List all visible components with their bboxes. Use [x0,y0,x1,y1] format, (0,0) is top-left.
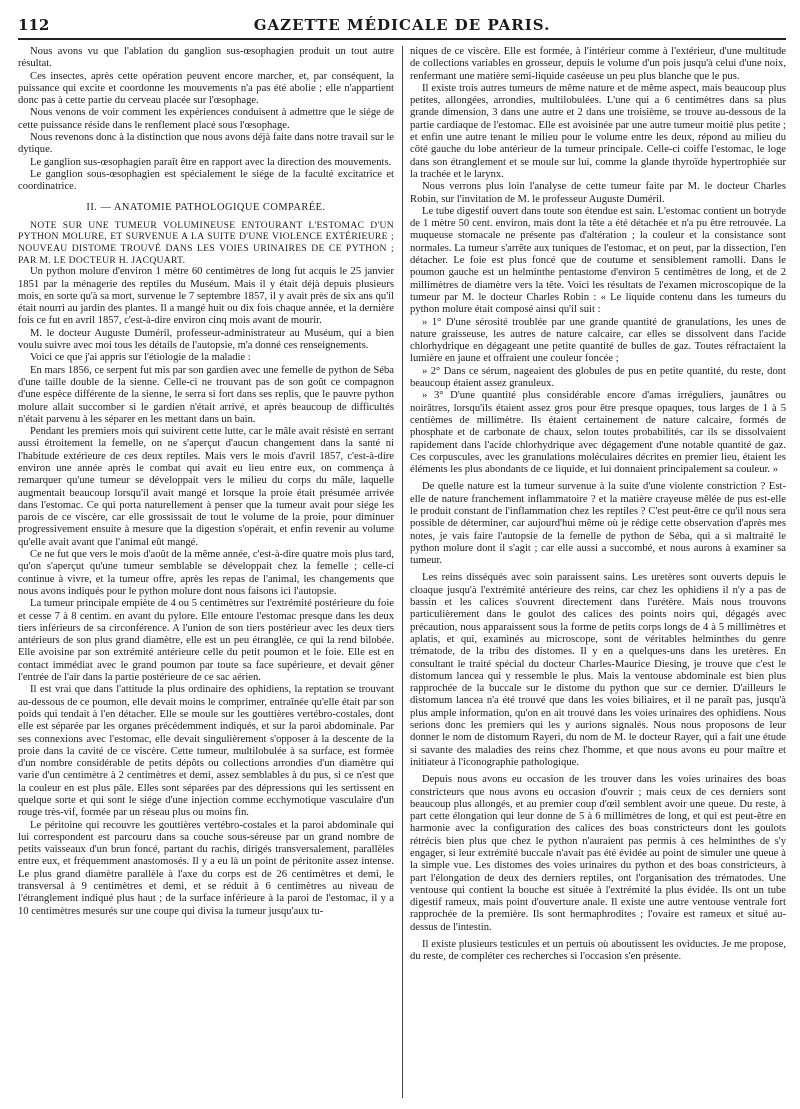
journal-title: GAZETTE MÉDICALE DE PARIS. [253,16,551,34]
body-paragraph: Depuis nous avons eu occasion de les trouver dans les voies urinaires des boas constricteurs que nous avons eu occasion d'ouvrir ; mais ceux de ces derniers sont beaucoup plus allongés, et au premier coup d'œil semblent avoir une queue. Du reste, à part cette élongation qui leur donne de 5 à 6 millimètres de long, et qui est peut-être en harmonie avec la configuration des calices des boas constricteurs dont les goulots rétrécis bien plus que chez le python n'auraient pas permis à ces helminthes de s'y engager, si leur extrémité buccale n'avait pas été évidée au point de simuler une queue à la simple vue. Les distomes des voies urinaires du python et des boas constricteurs, à part l'élongation de deux des derniers reptiles, ont l'organisation des trématodes. Une ventouse qui contient la bouche est située à l'extrémité la plus évidée. Ils ont un tube digestif rameux, mais point d'ouverture anale. Il existe une autre ventouse ventrale fort rapprochée de la première. Ils sont hermaphrodites ; l'ovaire est rameux et situé au-dessus de l'intestin. [410,774,786,933]
body-paragraph: Le tube digestif ouvert dans toute son étendue est sain. L'estomac contient un botryde de 1 mètre 50 cent. environ, mais dont la tête a été détachée et n'a pu être retrouvée. La muqueuse stomacale ne présente pas d'altération ; la couleur et la consistance sont normales. La tumeur s'arrête aux tuniques de l'estomac, et on peut, par la dissection, l'en détacher. Le foie est plus foncé que de coutume et sensiblement ramolli. Dans le poumon gauche est un helminthe pentastome d'environ 5 centimètres de long, et de 2 millimètres de diamètre vers la tête. Voici les résultats de l'examen microscopique de la tumeur par M. le docteur Charles Robin : « Le liquide contenu dans les tumeurs du python molure était composé ainsi qu'il suit : [410,205,786,316]
body-paragraph: Il existe trois autres tumeurs de même nature et de même aspect, mais beaucoup plus petites, allongées, arrondies, multilobulées. L'une qui a 6 centimètres dans sa plus grande dimension, 3 dans une autre et 2 dans une troisième, se trouve au-dessous de la partie cardiaque de l'estomac. Elle est avoisinée par une autre tumeur moitié plus petite ; et enfin une autre tenant le milieu pour le volume entre les deux, répond au milieu du côté gauche du lobe antérieur de la tumeur principale. Celle-ci coiffe l'estomac, le loge dans son étranglement et se moule sur lui, comme la glande thyroïde hypertrophiée sur la trachée et le larynx. [410,82,786,180]
body-paragraph: Un python molure d'environ 1 mètre 60 centimètres de long fut acquis le 25 janvier 1851 par la ménagerie des reptiles du Muséum. Mais il y était déjà depuis plusieurs mois, en sorte qu'à sa mort, survenue le 7 septembre 1857, il y avait près de six ans qu'il était nourri au jardin des plantes. Il a mangé huit ou dix fois chaque année, et la dernière fois ce fut en avril 1857, c'est-à-dire environ cinq mois avant de mourir. [18,266,394,327]
intro-paragraph: Le ganglion sus-œsophagien paraît être en rapport avec la direction des mouvements. [30,156,392,168]
body-paragraph: De quelle nature est la tumeur survenue à la suite d'une violente constriction ? Est-elle de nature franchement inflammatoire ? et la matière crayeuse mêlée de pus est-elle le produit constant de l'inflammation chez les reptiles ? C'est peut-être ce qu'il nous sera possible de déterminer, car aujourd'hui même où je rédige cette observation d'après mes notes, je vais faire l'autopsie de la femelle de python de Séba, qui a si maltraité le python molure dont il s'agit ; car elle aussi a succombé, et nous aurons à examiner sa tumeur. [410,481,786,567]
body-paragraph: niques de ce viscère. Elle est formée, à l'intérieur comme à l'extérieur, d'une multitude de collections variables en grosseur, depuis le volume d'un pois jusqu'à celui d'une noix, renfermant une matière semi-liquide caséeuse un peu plus blanche que le pus. [410,46,786,82]
section-heading: II. — ANATOMIE PATHOLOGIQUE COMPARÉE. [86,201,326,213]
body-paragraph: Les reins disséqués avec soin paraissent sains. Les uretères sont ouverts depuis le cloaque jusqu'à l'extrémité antérieure des reins, car chez les ophidiens il n'y a pas de bassin et les calices s'ouvrent directement dans l'urétère. Mais nous trouvons particulièrement dans le goulot des calices des points noirs qui, dégagés avec précaution, nous apparaissent sous la forme de petits corps longs de 4 à 5 millimètres et aplatis, et qui, examinés au microscope, sont de véritables helminthes du genre trématode, de la tribu des distomes. Il y en a quelques-uns dans les uretères. En consultant le traité spécial du docteur Charles-Maurice Diesing, je trouve que c'est le distomum lancea qui y ressemble le plus. Mais la ventouse abdominale est bien plus rapprochée de la buccale sur le distome du python que sur ce dernier. D'ailleurs le distomum lancea n'a été trouvé que dans les voies biliaires, et il ne paraît pas, jusqu'à plus ample information, qu'on en ait trouvé dans les voies urinaires des ophidiens. Nous serions donc les premiers qui les y aurions signalés. Nous nous proposons de leur donner le nom de distomum Rayeri, du nom de M. le docteur Rayer, qui a fait une étude si savante des maladies des reins chez l'homme, et que nous avons eu pour maître et initiateur à l'iconographie pathologique. [410,572,786,768]
intro-paragraph: Le ganglion sous-œsophagien est spécialement le siége de la faculté excitatrice et coordinatrice. [18,168,394,193]
quote-paragraph: » 1° D'une sérosité troublée par une grande quantité de granulations, les unes de nature graisseuse, les autres de nature calcaire, car elles se dissolvent dans l'acide chlorhydrique en dégageant une petite quantité de bulles de gaz. Toutes réfractaient la lumière en jaune et offraient une couleur foncée ; [410,316,786,365]
intro-paragraph: Nous avons vu que l'ablation du ganglion sus-œsophagien produit un tout autre résultat. [18,46,394,70]
page-header [18,12,786,40]
text-columns [18,46,786,1098]
body-paragraph: M. le docteur Auguste Duméril, professeur-administrateur au Muséum, qui a bien voulu suivre avec moi tous les détails de l'autopsie, m'a donné ces renseignements. [18,327,394,352]
body-paragraph: Il est vrai que dans l'attitude la plus ordinaire des ophidiens, la reptation se trouvant au-dessous de ce poumon, elle devait moins le comprimer, entraînée qu'elle était par son poids qui tendait à l'en détacher. Elle se moule sur les gouttières vertébro-costales, dont elle est séparée par les organes précédemment indiqués, et sur la paroi abdominale. Par ses connexions avec l'estomac, elle devait singulièrement s'opposer à la descente de la proie dans la cavité de ce viscère. Cette tumeur, multilobulée à sa surface, est formée d'un nombre considérable de petits dépôts ou collections arrondies d'un diamètre qui varie d'un centimètre à 2 centimètres et demi, assez semblables à du pus, si ce n'est que la couleur en est plus pâle. Elles sont séparées par des dépressions qui les sertissent en quelque sorte et qui sont le siége d'une injection comme ecchymotique vasculaire d'un rouge très-vif, formée par un réseau plus ou moins fin. [18,684,394,819]
body-paragraph: Voici ce que j'ai appris sur l'étiologie de la maladie : [30,352,251,364]
right-column [410,46,786,1098]
quote-paragraph: » 3° D'une quantité plus considérable encore d'amas irréguliers, jaunâtres ou noirâtres, lorsqu'ils étaient assez gros pour être presque opaques, tous larges de 1 à 5 centièmes de millimètre. Ils étaient certainement de nature calcaire, formés de phosphate et de carbonate de chaux, selon toutes probabilités, car ils se dissolvaient rapidement dans l'acide chlorhydrique avec dégagement d'une notable quantité de gaz. Ces corpuscules, avec les granulations moléculaires décrites en premier lieu, étaient les éléments les plus abondants de ce liquide, et lui donnaient principalement sa couleur. » [410,390,786,476]
document-page [18,12,786,1102]
body-paragraph: Le péritoine qui recouvre les gouttières vertébro-costales et la paroi abdominale qui lui correspondent est parcouru dans sa couche sous-séreuse par un grand nombre de petits vaisseaux d'un brun foncé, partant du rachis, dirigés transversalement, parallèles entre eux, et fréquemment anastomosés. Il y a eu là un point de péritonite assez intense. Le plus grand diamètre parallèle à l'axe du corps est de 26 centimètres et demi, le transversal à 9 centimètres et demi, et se réduit à 6 centimètres au niveau de l'étranglement indiqué plus haut ; de la surface inférieure à la paroi de l'estomac, il y a 10 centimètres mesurés sur une coupe qui divisa la tumeur jusqu'aux tu- [18,819,394,917]
intro-paragraph: Nous revenons donc à la distinction que nous avons déjà faite dans notre travail sur le dytique. [18,132,394,156]
intro-paragraph: Nous venons de voir comment les expériences conduisent à admettre que le siége de cette puissance réside dans le renflement placé sous l'œsophage. [18,107,394,131]
body-paragraph: En mars 1856, ce serpent fut mis par son gardien avec une femelle de python de Séba d'une taille double de la sienne. Celle-ci ne trouvant pas de son goût ce compagnon d'une espèce différente de la sienne, le serra si fort dans ses replis, que le pauvre python molure allait succomber si le gardien n'était arrivé, et après beaucoup de difficultés n'était parvenu à les séparer en les mettant dans un bain. [18,364,394,425]
body-paragraph: Pendant les premiers mois qui suivirent cette lutte, car le mâle avait résisté en serrant aussi étroitement la femelle, on ne s'aperçut d'aucun changement dans la santé ni l'habitude extérieure de ces deux reptiles. Mais vers le mois d'avril 1857, c'est-à-dire environ une année après le combat qui avait eu lieu entre eux, on commença à remarquer qu'une tumeur se développait vers le milieu du corps du mâle, laquelle augmentait beaucoup lorsqu'il avait mangé et lorsque la proie était présumée arrivée dans l'estomac. Ce qui porta naturellement à penser que la tumeur avait pour siége les parois de ce viscère, car elle grossissait de tout le volume de la proie, pour diminuer progressivement ensuite à mesure que la digestion s'opérait, et enfin revenir au volume qu'elle avait avant que l'animal eût mangé. [18,426,394,548]
page-number: 112 [18,16,50,34]
column-divider [402,46,403,1098]
note-title-text: NOTE SUR UNE TUMEUR VOLUMINEUSE ENTOURANT L'ESTOMAC D'UN PYTHON MOLURE, ET SURVENUE A LA SUITE D'UNE VIOLENCE EXTÉRIEURE ; NOUVEAU DISTOME TROUVÉ DANS LES VOIES URINAIRES DE CE PYTHON ; PAR M. LE DOCTEUR H. JACQUART. [18,219,394,266]
body-paragraph: Nous verrons plus loin l'analyse de cette tumeur faite par M. le docteur Charles Robin, sur l'invitation de M. le professeur Auguste Duméril. [410,181,786,205]
body-paragraph: Il existe plusieurs testicules et un pertuis où aboutissent les oviductes. Je me propose, du reste, de compléter ces recherches si l'occasion s'en présente. [410,939,786,963]
body-paragraph: Ce ne fut que vers le mois d'août de la même année, c'est-à-dire quatre mois plus tard, qu'on s'aperçut qu'une tumeur semblable se développait chez la femelle ; celle-ci continue à vivre, et la tumeur offre, après les repas de l'animal, les changements que nous avons indiqués pour le python molure dont nous faisons ici l'autopsie. [18,549,394,597]
quote-paragraph: » 2° Dans ce sérum, nageaient des globules de pus en petite quantité, du reste, dont beaucoup étaient assez granuleux. [410,365,786,390]
intro-paragraph: Ces insectes, après cette opération peuvent encore marcher, et, par conséquent, la puissance qui excite et coordonne les mouvements n'a pas été abolie ; elle n'appartient donc pas à cette partie du cerveau placée sur l'œsophage. [18,70,394,107]
left-column [18,46,394,1098]
body-paragraph: La tumeur principale empiète de 4 ou 5 centimètres sur l'extrémité postérieure du foie et cesse 7 à 8 centim. en avant du pylore. Elle entoure l'estomac presque dans les deux tiers inférieurs de sa circonférence. A l'union de son tiers postérieur avec les deux tiers antérieurs de son plus grand diamètre, elle est un peu étranglée, ce qui la rend bilobée. Elle avoisine par son extrémité antérieure celle du petit poumon et le foie. Elle est en contact immédiat avec le grand poumon par toute sa face supérieure, et devait gêner l'entrée de l'air dans la partie postérieure de ce sac aérien. [18,598,394,684]
note-title [18,220,394,266]
